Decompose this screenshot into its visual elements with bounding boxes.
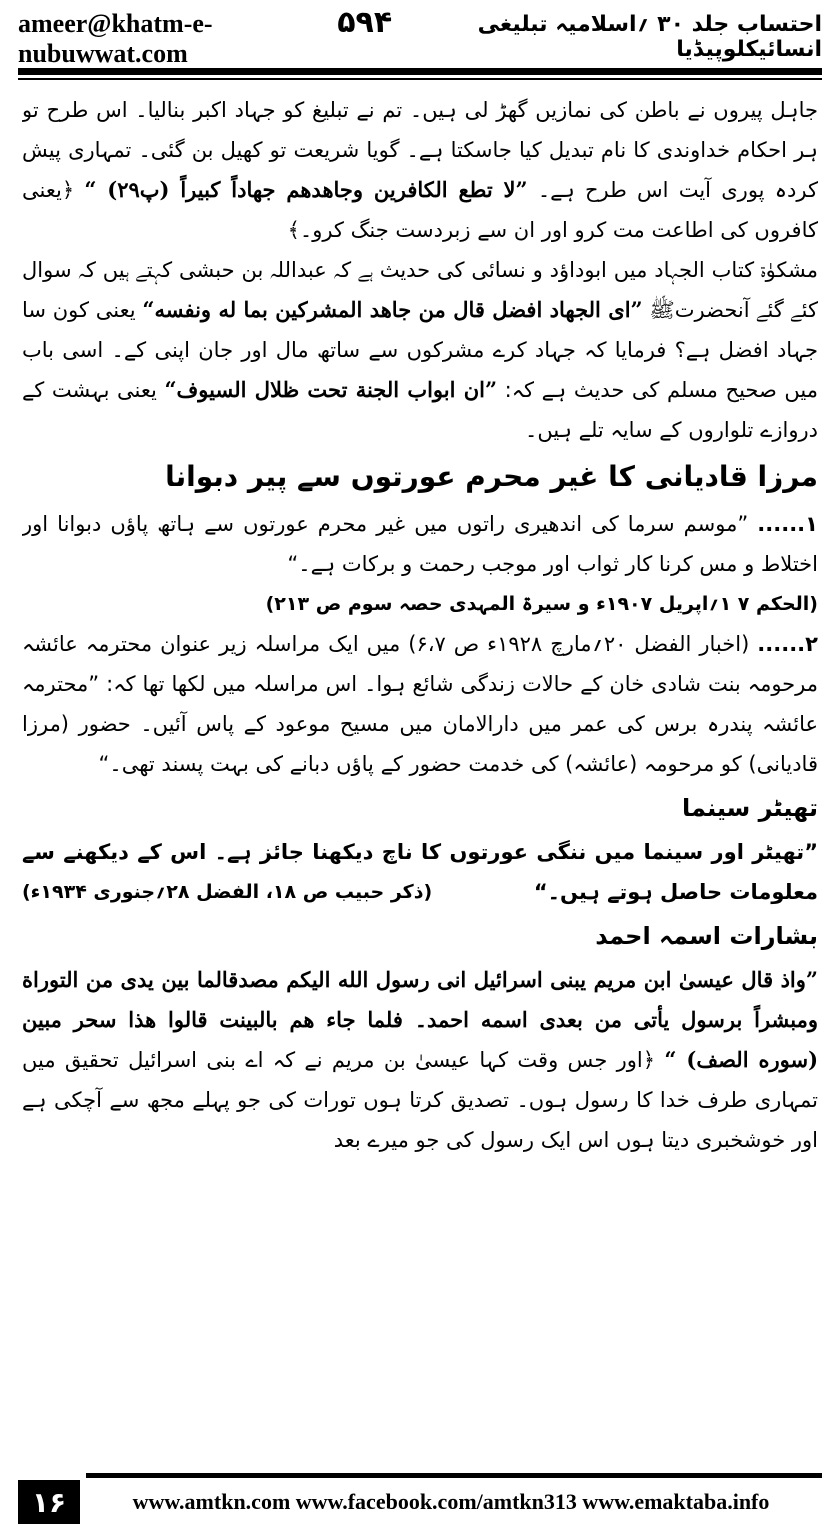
para2-continued: یعنی کون سا جہاد افضل ہے؟ فرمایا کہ جہاد کرے مشرکوں سے ساتھ مال اور جان اپنی کے۔ اسی باب میں صحیح مسلم کی حدیث ہے کہ: bbox=[22, 298, 818, 402]
item-2 bbox=[22, 624, 818, 784]
item-1-reference: (الحکم ۷ ۱؍اپریل ۱۹۰۷ء و سیرۃ المہدی حصہ سوم ص ۲۱۳) bbox=[265, 593, 818, 615]
para1-arabic-quote: ”لا تطع الکافرین وجاهدهم جهاداً کبیراً (پ۲۹) “ bbox=[84, 177, 528, 202]
para2-ending: یعنی بہشت کے دروازے تلواروں کے سایہ تلے ہیں۔ bbox=[22, 378, 818, 442]
para1-translation: ﴿یعنی کافروں کی اطاعت مت کرو اور ان سے زبردست جنگ کرو۔﴾ bbox=[22, 178, 818, 242]
page-footer bbox=[18, 1474, 822, 1530]
paragraph-3 bbox=[22, 832, 818, 912]
para3-reference: (ذکر حبیب ص ۱۸، الفضل ۲۸؍جنوری ۱۹۳۴ء) bbox=[22, 881, 433, 903]
header-title: احتساب جلد ۳۰ ؍اسلامیہ تبلیغی انسائیکلوپیڈیا bbox=[477, 12, 822, 62]
paragraph-2 bbox=[22, 250, 818, 450]
para2-text: مشکوٰۃ کتاب الجہاد میں ابوداؤد و نسائی کی حدیث ہے کہ عبداللہ بن حبشی کہتے ہیں کہ سوال کئے گئے آنحضرتﷺ bbox=[22, 258, 818, 322]
item-1 bbox=[22, 504, 818, 624]
header-email[interactable]: ameer@khatm-e-nubuwwat.com bbox=[18, 9, 213, 68]
header-rule bbox=[18, 68, 822, 75]
page-header bbox=[18, 5, 822, 68]
section-heading-2: تھیٹر سینما bbox=[681, 794, 818, 822]
footer-page-number: ۱۶ bbox=[18, 1480, 80, 1524]
footer-links[interactable]: www.amtkn.com www.facebook.com/amtkn313 www.emaktaba.info bbox=[132, 1489, 770, 1514]
para2-arabic-quote-2: ”ان ابواب الجنة تحت ظلال السیوف“ bbox=[164, 377, 498, 402]
section-heading-3: بشارات اسمہ احمد bbox=[595, 922, 818, 950]
header-left bbox=[18, 5, 392, 69]
header-page-number: ۵۹۴ bbox=[337, 5, 393, 40]
para1-text: جاہل پیروں نے باطن کی نمازیں گھڑ لی ہیں۔ تم نے تبلیغ کو جہاد اکبر بنالیا۔ اس طرح تو ہر احکام خداوندی کا نام تبدیل کیا جاسکتا ہے۔ گویا شریعت تو کھیل بن گئی۔ تمہاری پیش کردہ پوری آیت اس طرح ہے۔ bbox=[22, 98, 818, 202]
item-2-text: (اخبار الفضل ۲۰؍مارچ ۱۹۲۸ء ص ۶،۷) میں ایک مراسلہ زیر عنوان محترمہ عائشہ مرحومہ بنت شادی خان کے حالات زندگی شائع ہوا۔ اس مراسلہ میں لکھا تھا کہ: ”محترمہ عائشہ پندرہ برس کی عمر میں دارالامان میں مسیح موعود کے پاس آئیں۔ حضور (مرزا قادیانی) کو مرحومہ (عائشہ) کی خدمت حضور کے پاؤں دبانے کی بہت پسند تھی۔“ bbox=[22, 632, 818, 776]
paragraph-4 bbox=[22, 960, 818, 1160]
para4-translation: ﴿اور جس وقت کہا عیسیٰ بن مریم نے کہ اے بنی اسرائیل تحقیق میں تمہاری طرف خدا کا رسول ہوں۔ تصدیق کرتا ہوں تورات کی جو پہلے مجھ سے آچکی ہے اور خوشخبری دیتا ہوں اس ایک رسول کی جو میرے بعد bbox=[22, 1048, 818, 1152]
para3-text: ”تھیٹر اور سینما میں ننگی عورتوں کا ناچ دیکھنا جائز ہے۔ اس کے دیکھنے سے معلومات حاصل ہوتے ہیں۔“ bbox=[22, 840, 818, 904]
para2-arabic-quote: ”ای الجهاد افضل قال من جاهد المشرکین بما له ونفسه“ bbox=[142, 297, 643, 322]
paragraph-1 bbox=[22, 90, 818, 250]
page-body bbox=[22, 90, 818, 1460]
section-heading-1: مرزا قادیانی کا غیر محرم عورتوں سے پیر دبوانا bbox=[165, 460, 818, 493]
header-rule-thin bbox=[18, 78, 822, 80]
para4-arabic-verse: ”واذ قال عیسیٰ ابن مریم یبنی اسرائیل انی رسول الله الیکم مصدقالما بین یدی من التوراة ومبشراً برسول یأتی من بعدی اسمه احمد۔ فلما جاء هم بالبینت قالوا هذا سحر مبین (سوره الصف) “ bbox=[22, 967, 818, 1072]
item-1-text: ”موسم سرما کی اندھیری راتوں میں غیر محرم عورتوں سے ہاتھ پاؤں دبوانا اور اختلاط و مس کرنا کار ثواب اور موجب رحمت و برکات ہے۔“ bbox=[22, 512, 818, 576]
item-2-number: ۲...... bbox=[757, 632, 818, 656]
item-1-number: ۱...... bbox=[757, 512, 818, 536]
